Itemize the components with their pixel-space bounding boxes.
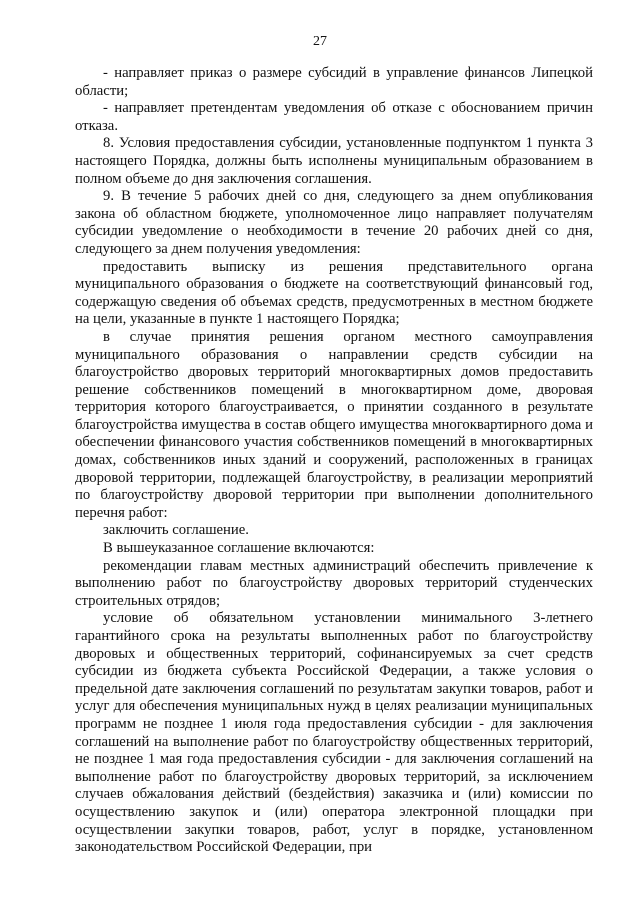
paragraph-4: 9. В течение 5 рабочих дней со дня, следующего за днем опубликования закона об областном бюджете, уполномоченное лицо направляет получателям субсидии уведомление о необходимости в течение 20 рабочих дней со дня, следующего за днем получения уведомления:	[75, 188, 593, 257]
paragraph-9: рекомендации главам местных администраций обеспечить привлечение к выполнению работ по благоустройству дворовых территорий студенческих строительных отрядов;	[75, 557, 593, 609]
paragraph-6: в случае принятия решения органом местного самоуправления муниципального образования о направлении средств субсидии на благоустройство дворовых территорий многоквартирных домов предоставить решение собственников помещений в многоквартирном доме, дворовая территория которого благоустраивается, о принятии созданного в результате благоустройства имущества в состав общего имущества многоквартирного дома и обеспечении финансового участия собственников помещений в многоквартирных домах, собственников иных зданий и сооружений, расположенных в границах дворовой территории, подлежащей благоустройству, в реализации мероприятий по благоустройству дворовой территории при выполнении дополнительного перечня работ:	[75, 328, 593, 521]
paragraph-3: 8. Условия предоставления субсидии, установленные подпунктом 1 пункта 3 настоящего Порядка, должны быть исполнены муниципальным образованием в полном объеме до дня заключения соглашения.	[75, 135, 593, 187]
paragraph-1: - направляет приказ о размере субсидий в управление финансов Липецкой области;	[75, 65, 593, 99]
paragraph-2: - направляет претендентам уведомления об отказе с обоснованием причин отказа.	[75, 100, 593, 134]
paragraph-10: условие об обязательном установлении минимального 3-летнего гарантийного срока на результаты выполненных работ по благоустройству дворовых и общественных территорий, софинансируемых за счет средств субсидии из бюджета субъекта Российской Федерации, а также условия о предельной дате заключения соглашений по результатам закупки товаров, работ и услуг для обеспечения муниципальных нужд в целях реализации муниципальных программ не позднее 1 июля года предоставления субсидии - для заключения соглашений на выполнение работ по благоустройству общественных территорий, не позднее 1 мая года предоставления субсидии - для заключения соглашений на выполнение работ по благоустройству дворовых территорий, за исключением случаев обжалования действий (бездействия) заказчика и (или) комиссии по осуществлению закупок и (или) оператора электронной площадки при осуществлении закупки товаров, работ, услуг в порядке, установленном законодательством Российской Федерации, при	[75, 610, 593, 856]
page-number: 27	[313, 34, 327, 49]
paragraph-5: предоставить выписку из решения представительного органа муниципального образования о бюджете на соответствующий финансовый год, содержащую сведения об объемах средств, предусмотренных в местном бюджете на цели, указанные в пункте 1 настоящего Порядка;	[75, 258, 593, 328]
paragraph-7: заключить соглашение.	[103, 522, 249, 539]
document-body	[75, 65, 593, 857]
paragraph-8: В вышеуказанное соглашение включаются:	[103, 540, 375, 557]
